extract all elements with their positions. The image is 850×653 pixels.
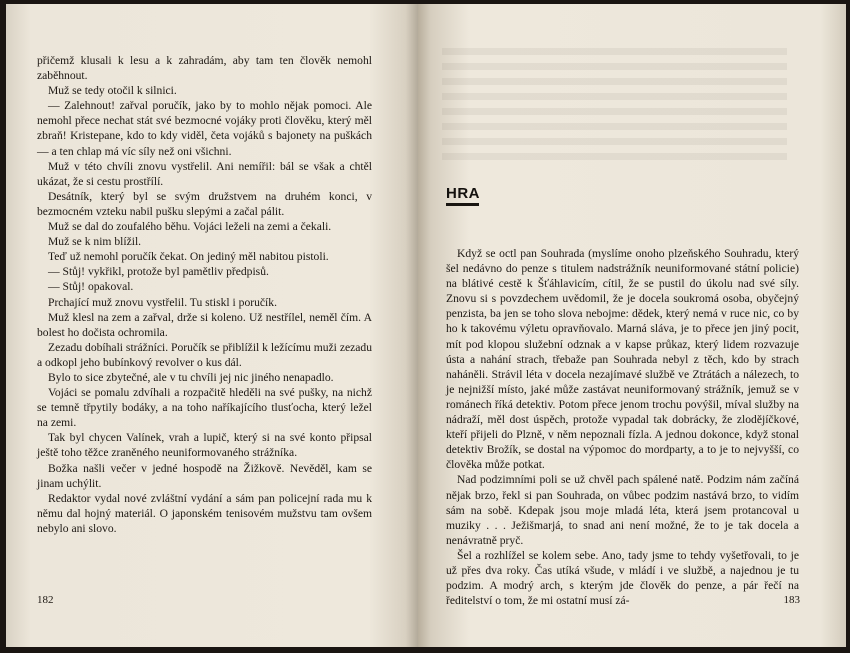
paragraph: Když se octl pan Souhrada (myslíme onoho plzeňského Souhradu, který šel nedávno do penze s titulem nadstrážník neuniformované státní policie) na blátivé cestě k Šťáhlavicím, cítil, že se pustil do úkolu nad své síly. Znovu si s povzdechem uvědomil, že je docela soukromá osoba, obyčejný penzista, ba jen se toho slova nebojme: dědek, který nemá v ruce nic, co by ho k takovému výletu opravňovalo. Marná sláva, je to přece jen jiný pocit, mít pod klopou služební odznak a v kapse průkaz, který lidem rozvazuje ústa a nahání strach, třebaže pan Souhrada nebyl z těch, kdo by strach naháněli. Strávil léta v docela nezajímavé službě ve Ztrátách a nálezech, to je nejnižší místo, jaké může zastávat neuniformovaný strážník, jemuž se v románech říká detektiv. Potom přece jenom trochu povýšil, míval služby na nádraží, měl dost úspěch, protože vypadal tak dobrácky, že zlodějíčkové, kteří přijeli do Plzně, v něm nepoznali fízla. A jednou dokonce, když stonal detektiv Brožík, se dostal na výpomoc do mordparty, a to je to nejvyšší, co člověka může potkat.	[446, 247, 799, 472]
left-page-body	[37, 53, 372, 536]
paragraph: Muž v této chvíli znovu vystřelil. Ani nemířil: bál se však a chtěl ukázat, že si cestu prostřílí.	[37, 159, 372, 188]
paragraph: Božka našli večer v jedné hospodě na Žižkově. Nevěděl, kam se jinam uchýlit.	[37, 461, 372, 490]
paragraph: Redaktor vydal nové zvláštní vydání a sám pan policejní rada mu k němu dal hojný materiál. O japonském tenisovém mužstvu tam ovšem nebylo ani slovo.	[37, 491, 372, 535]
paragraph: Muž se k nim blížil.	[48, 235, 142, 249]
left-page	[6, 4, 418, 647]
paragraph: — Stůj! opakoval.	[48, 280, 134, 294]
book-spread	[6, 4, 846, 647]
paragraph: Bylo to sice zbytečné, ale v tu chvíli jej nic jiného nenapadlo.	[48, 370, 334, 384]
paragraph: — Zalehnout! zařval poručík, jako by to mohlo nějak pomoci. Ale nemohl přece nechat stát své bezmocné vojáky proti člověku, který měl zbraň! Kristepane, kdo to kdy viděl, četa vojáků s bajonety na puškách — a ten chlap má víc síly než oni všichni.	[37, 99, 372, 158]
paragraph: Tak byl chycen Valínek, vrah a lupič, který si na své konto připsal ještě toho těžce zraněného neuniformovaného strážníka.	[37, 431, 372, 460]
chapter-title-rule	[446, 203, 479, 206]
page-number-left: 182	[37, 594, 54, 606]
right-page	[418, 4, 846, 647]
show-through-text	[442, 48, 787, 166]
paragraph: Teď už nemohl poručík čekat. On jediný měl nabitou pistoli.	[48, 250, 329, 264]
paragraph: — Stůj! vykřikl, protože byl pamětliv předpisů.	[48, 265, 269, 279]
page-number-right: 183	[783, 594, 800, 606]
paragraph: Muž se dal do zoufalého běhu. Vojáci leželi na zemi a čekali.	[48, 220, 332, 234]
paragraph: Prchající muž znovu vystřelil. Tu stiskl i poručík.	[48, 295, 277, 309]
paragraph: přičemž klusali k lesu a k zahradám, aby tam ten člověk nemohl zaběhnout.	[37, 54, 372, 83]
right-page-body	[446, 246, 799, 608]
paragraph: Nad podzimními poli se už chvěl pach spálené natě. Podzim nám začíná nějak brzo, řekl si pan Souhrada, on vůbec podzim nastává brzo, to vidím sám na sobě. Kdepak jsou moje mladá léta, která jsem protancoval u muziky . . . Ježišmarjá, to snad ani není možné, že to je tak docela a nenávratně pryč.	[446, 473, 799, 547]
paragraph: Muž se tedy otočil k silnici.	[48, 84, 177, 98]
paragraph: Muž klesl na zem a zařval, drže si koleno. Už nestřílel, neměl čím. A bolest ho dočista ochromila.	[37, 310, 372, 339]
paragraph: Vojáci se pomalu zdvíhali a rozpačitě hleděli na své pušky, na nichž se temně třpytily bodáky, a na toho naříkajícího tlusťocha, který ležel na zemi.	[37, 386, 372, 430]
paragraph: Zezadu dobíhali strážníci. Poručík se přiblížil k ležícímu muži zezadu a odkopl jeho bubínkový revolver o kus dál.	[37, 340, 372, 369]
chapter-title: HRA	[446, 185, 480, 202]
paragraph: Desátník, který byl se svým družstvem na druhém konci, v bezmocném vzteku nabil pušku slepými a začal pálit.	[37, 189, 372, 218]
paragraph: Šel a rozhlížel se kolem sebe. Ano, tady jsme to tehdy vyšetřovali, to je už přes dva roky. Čas utíká všude, v mládí i ve službě, a najednou je tu podzim. A modrý arch, s kterým jde člověk do penze, a pár řečí na ředitelství o tom, že mi ostatní musí zá-	[446, 548, 799, 608]
